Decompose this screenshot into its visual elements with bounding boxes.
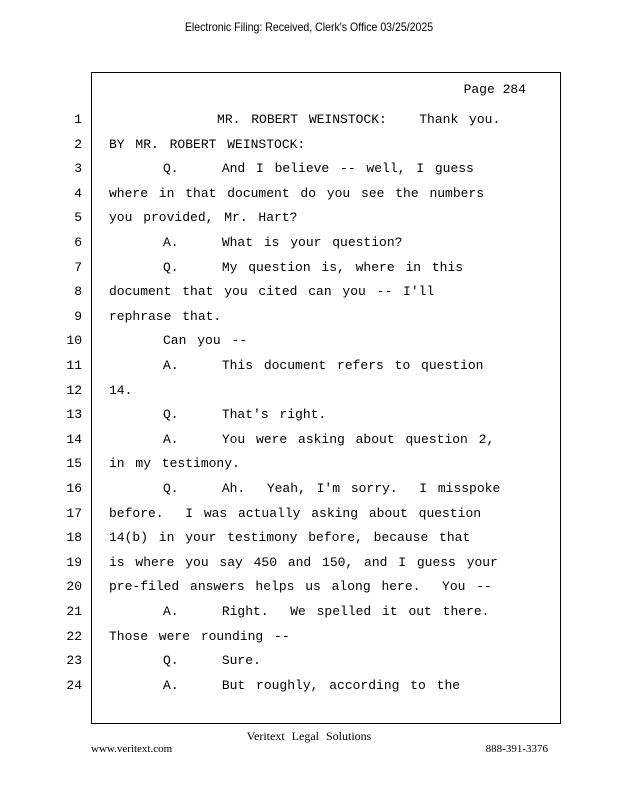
line-number: 10 [66, 333, 82, 349]
transcript-line [0, 210, 618, 230]
transcript-line [0, 629, 618, 649]
line-number: 20 [66, 579, 82, 595]
transcript-line [0, 530, 618, 550]
line-text: is where you say 450 and 150, and I guess your [109, 554, 498, 570]
line-text: document that you cited can you -- I'll [109, 284, 435, 300]
transcript-line [0, 456, 618, 476]
line-text: A. This document refers to question [109, 358, 484, 373]
line-number: 2 [74, 136, 82, 152]
line-number: 24 [66, 677, 82, 693]
line-text: rephrase that. [109, 308, 222, 324]
line-number: 9 [74, 308, 82, 324]
line-number: 7 [74, 259, 82, 275]
transcript-line [0, 284, 618, 304]
line-text: in my testimony. [109, 456, 240, 472]
transcript-line [0, 235, 618, 255]
line-number: 17 [66, 505, 82, 521]
line-number: 5 [74, 210, 82, 226]
line-text: BY MR. ROBERT WEINSTOCK: [109, 136, 306, 152]
transcript-line [0, 604, 618, 624]
line-text: A. But roughly, according to the [109, 677, 461, 693]
transcript-line [0, 579, 618, 599]
transcript-line [0, 432, 618, 452]
line-number: 15 [66, 456, 82, 472]
transcript-line [0, 112, 618, 132]
line-number: 14 [66, 431, 82, 447]
transcript-line [0, 407, 618, 427]
line-number: 19 [66, 554, 82, 570]
transcript-line [0, 309, 618, 329]
transcript-line [0, 678, 618, 698]
line-number: 13 [66, 407, 82, 423]
footer-company: Veritext Legal Solutions [246, 729, 372, 743]
transcript-line [0, 506, 618, 526]
line-text: Those were rounding -- [109, 628, 290, 644]
line-number: 12 [66, 382, 82, 398]
line-text: Q. Ah. Yeah, I'm sorry. I misspoke [109, 481, 501, 496]
line-text: A. You were asking about question 2, [109, 431, 495, 447]
line-number: 11 [66, 358, 82, 373]
transcript-line [0, 137, 618, 157]
transcript-line [0, 186, 618, 206]
line-text: Q. That's right. [109, 407, 327, 423]
line-text: before. I was actually asking about question [109, 505, 482, 521]
line-text: 14. [109, 382, 133, 398]
line-text: 14(b) in your testimony before, because that [109, 530, 471, 546]
line-text: Can you -- [109, 333, 248, 349]
transcript-line [0, 555, 618, 575]
page-number: Page 284 [463, 82, 526, 97]
line-text: pre-filed answers helps us along here. You -- [109, 579, 492, 595]
transcript-line [0, 358, 618, 378]
line-text: you provided, Mr. Hart? [109, 210, 298, 226]
line-text: A. Right. We spelled it out there. [109, 604, 490, 619]
line-text: A. What is your question? [109, 235, 403, 250]
transcript-line [0, 653, 618, 673]
line-text: where in that document do you see the numbers [109, 185, 485, 201]
transcript-line [0, 333, 618, 353]
line-number: 22 [66, 628, 82, 644]
line-number: 8 [74, 284, 82, 300]
line-text: Q. Sure. [109, 653, 261, 669]
line-number: 21 [66, 604, 82, 619]
line-number: 1 [74, 112, 82, 127]
line-number: 23 [66, 653, 82, 669]
footer-phone: 888-391-3376 [485, 743, 548, 755]
line-number: 4 [74, 185, 82, 201]
line-text: Q. My question is, where in this [109, 259, 464, 275]
line-number: 3 [74, 161, 82, 177]
footer-website: www.veritext.com [91, 743, 173, 755]
transcript-line [0, 481, 618, 501]
line-text: Q. And I believe -- well, I guess [109, 161, 474, 177]
line-number: 16 [66, 481, 82, 496]
line-number: 18 [66, 530, 82, 546]
line-number: 6 [74, 235, 82, 250]
transcript-line [0, 383, 618, 403]
filing-header: Electronic Filing: Received, Clerk's Office 03/25/2025 [184, 20, 434, 34]
transcript-line [0, 260, 618, 280]
line-text: MR. ROBERT WEINSTOCK: Thank you. [109, 112, 501, 127]
transcript-line [0, 161, 618, 181]
